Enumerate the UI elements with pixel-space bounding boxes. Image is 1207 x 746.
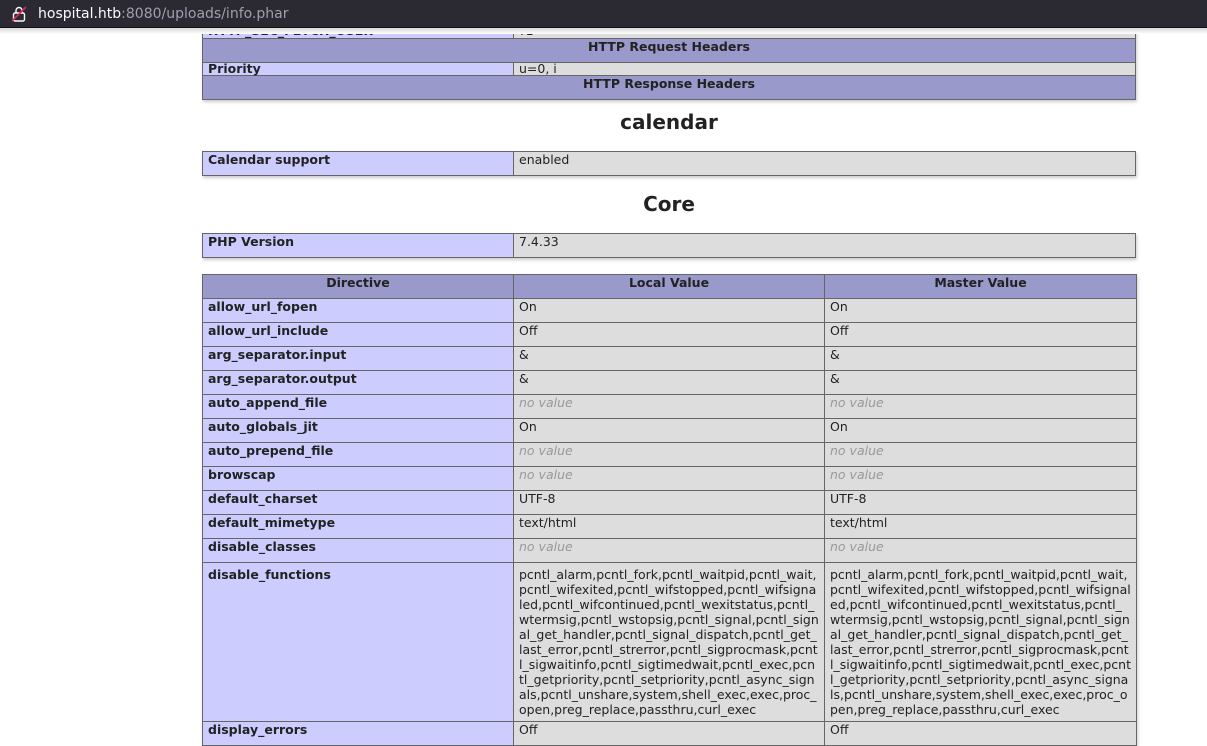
- directive-name: arg_separator.output: [203, 371, 514, 395]
- local-value: [514, 539, 825, 563]
- core-directives-table: [202, 274, 1137, 746]
- directive-name: default_mimetype: [203, 515, 514, 539]
- directive-name: disable_classes: [203, 539, 514, 563]
- directive-name: auto_append_file: [203, 395, 514, 419]
- local-value: Off: [514, 323, 825, 347]
- php-version-table: [202, 233, 1136, 258]
- directive-name: allow_url_fopen: [203, 299, 514, 323]
- calendar-support-value: enabled: [514, 152, 1136, 176]
- directive-name: auto_prepend_file: [203, 443, 514, 467]
- master-value: pcntl_alarm,pcntl_fork,pcntl_waitpid,pcntl_wait,pcntl_wifexited,pcntl_wifstopped,pcntl_wifsignaled,pcntl_wifcontinued,pcntl_wexitstatus,pcntl_wtermsig,pcntl_wstopsig,pcntl_signal,pcntl_signal_get_handler,pcntl_signal_dispatch,pcntl_get_last_error,pcntl_strerror,pcntl_sigprocmask,pcntl_sigwaitinfo,pcntl_sigtimedwait,pcntl_exec,pcntl_getpriority,pcntl_setpriority,pcntl_async_signals,pcntl_unshare,system,shell_exec,exec,proc_open,preg_replace,passthru,curl_exec: [825, 563, 1137, 722]
- no-value-text: no value: [519, 395, 573, 410]
- local-value: UTF-8: [514, 491, 825, 515]
- calendar-heading[interactable]: [202, 110, 1136, 134]
- master-value: On: [825, 299, 1137, 323]
- directive-row: [203, 419, 1137, 443]
- no-value-text: no value: [830, 443, 884, 458]
- insecure-lock-icon[interactable]: [12, 6, 26, 22]
- url-text[interactable]: [38, 6, 288, 22]
- directive-row: [203, 443, 1137, 467]
- directive-row: [203, 299, 1137, 323]
- directive-name: arg_separator.input: [203, 347, 514, 371]
- col-master-value: Master Value: [825, 275, 1137, 299]
- directive-name: allow_url_include: [203, 323, 514, 347]
- calendar-table: [202, 151, 1136, 176]
- directive-row: [203, 347, 1137, 371]
- master-value: On: [825, 419, 1137, 443]
- directive-name: disable_functions: [203, 563, 514, 722]
- master-value: &: [825, 347, 1137, 371]
- local-value: text/html: [514, 515, 825, 539]
- request-headers-title: HTTP Request Headers: [203, 39, 1136, 63]
- php-version-label: PHP Version: [203, 234, 514, 258]
- priority-value: u=0, i: [514, 63, 1136, 76]
- local-value: pcntl_alarm,pcntl_fork,pcntl_waitpid,pcntl_wait,pcntl_wifexited,pcntl_wifstopped,pcntl_wifsignaled,pcntl_wifcontinued,pcntl_wexitstatus,pcntl_wtermsig,pcntl_wstopsig,pcntl_signal,pcntl_signal_get_handler,pcntl_signal_dispatch,pcntl_get_last_error,pcntl_strerror,pcntl_sigprocmask,pcntl_sigwaitinfo,pcntl_sigtimedwait,pcntl_exec,pcntl_getpriority,pcntl_setpriority,pcntl_async_signals,pcntl_unshare,system,shell_exec,exec,proc_open,preg_replace,passthru,curl_exec: [514, 563, 825, 722]
- no-value-text: no value: [519, 539, 573, 554]
- directive-row: [203, 323, 1137, 347]
- col-directive: Directive: [203, 275, 514, 299]
- no-value-text: no value: [519, 467, 573, 482]
- directive-row: [203, 491, 1137, 515]
- directive-row: [203, 371, 1137, 395]
- priority-key: Priority: [203, 63, 514, 76]
- local-value: [514, 467, 825, 491]
- local-value: &: [514, 347, 825, 371]
- master-value: text/html: [825, 515, 1137, 539]
- directive-name: display_errors: [203, 722, 514, 746]
- directive-row: [203, 539, 1137, 563]
- no-value-text: no value: [830, 467, 884, 482]
- no-value-text: no value: [830, 539, 884, 554]
- core-title: Core: [643, 192, 695, 216]
- directive-name: default_charset: [203, 491, 514, 515]
- url-path: :8080/uploads/info.phar: [121, 5, 289, 22]
- calendar-title: calendar: [620, 110, 718, 134]
- directive-row: [203, 395, 1137, 419]
- master-value: Off: [825, 722, 1137, 746]
- directive-name: auto_globals_jit: [203, 419, 514, 443]
- core-heading[interactable]: [202, 192, 1136, 216]
- response-headers-title: HTTP Response Headers: [203, 76, 1136, 100]
- address-bar[interactable]: [0, 0, 1207, 28]
- master-value: [825, 443, 1137, 467]
- master-value: UTF-8: [825, 491, 1137, 515]
- url-host: hospital.htb: [38, 5, 122, 22]
- local-value: &: [514, 371, 825, 395]
- no-value-text: no value: [519, 443, 573, 458]
- master-value: Off: [825, 323, 1137, 347]
- directive-name: browscap: [203, 467, 514, 491]
- col-local-value: Local Value: [514, 275, 825, 299]
- master-value: [825, 539, 1137, 563]
- calendar-support-label: Calendar support: [203, 152, 514, 176]
- master-value: [825, 467, 1137, 491]
- local-value: [514, 443, 825, 467]
- master-value: &: [825, 371, 1137, 395]
- local-value: [514, 395, 825, 419]
- master-value: [825, 395, 1137, 419]
- local-value: On: [514, 299, 825, 323]
- toolbar-shadow: [0, 28, 1207, 34]
- directive-row: [203, 467, 1137, 491]
- php-version-value: 7.4.33: [514, 234, 1136, 258]
- directive-row: [203, 563, 1137, 722]
- local-value: Off: [514, 722, 825, 746]
- directive-row: [203, 515, 1137, 539]
- local-value: On: [514, 419, 825, 443]
- no-value-text: no value: [830, 395, 884, 410]
